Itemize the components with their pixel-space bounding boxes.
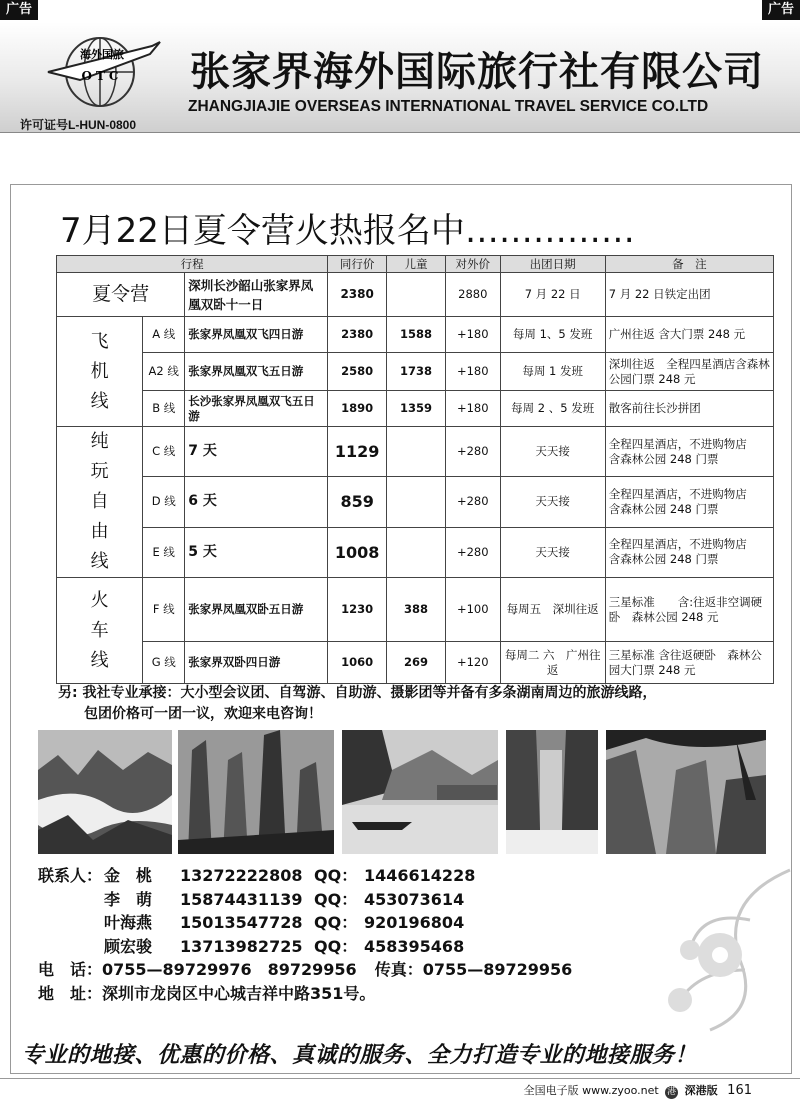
ad-tag-right: 广告 bbox=[762, 0, 800, 20]
public-price: +280 bbox=[445, 527, 500, 577]
address-label: 地 址： bbox=[38, 983, 103, 1003]
table-row bbox=[57, 273, 774, 317]
group-flight-label: 飞机线 bbox=[90, 330, 109, 412]
child-price: 388 bbox=[387, 578, 446, 642]
qq-label: QQ： bbox=[314, 866, 358, 885]
contact-qq: 1446614228 bbox=[364, 866, 476, 885]
remark: 深圳往返 全程四星酒店含森林公园门票 248 元 bbox=[605, 353, 773, 391]
remark: 全程四星酒店，不进购物店 含森林公园 248 门票 bbox=[605, 477, 773, 527]
public-price: +280 bbox=[445, 427, 500, 477]
child-price bbox=[387, 477, 446, 527]
route-table bbox=[56, 255, 774, 684]
ad-tag-left: 广告 bbox=[0, 0, 38, 20]
remark: 7 月 22 日铁定出团 bbox=[605, 273, 773, 317]
line-code: A 线 bbox=[143, 317, 185, 353]
contact-name: 叶海燕 bbox=[104, 913, 153, 932]
route-name: 长沙张家界凤凰双飞五日游 bbox=[185, 391, 328, 427]
peer-price: 2580 bbox=[328, 353, 387, 391]
line-code: C 线 bbox=[143, 427, 185, 477]
extra-services bbox=[58, 683, 656, 725]
line-code: B 线 bbox=[143, 391, 185, 427]
table-row bbox=[57, 642, 774, 684]
route-name: 张家界双卧四日游 bbox=[185, 642, 328, 684]
peer-price: 1008 bbox=[328, 527, 387, 577]
route-name: 5 天 bbox=[185, 527, 328, 577]
remark: 全程四星酒店，不进购物店 含森林公园 248 门票 bbox=[605, 527, 773, 577]
group-flight bbox=[57, 317, 143, 427]
public-price: +180 bbox=[445, 317, 500, 353]
contact-qq: 458395468 bbox=[364, 936, 465, 956]
child-price: 1738 bbox=[387, 353, 446, 391]
depart-date: 每周五 深圳往返 bbox=[500, 578, 605, 642]
depart-date: 天天接 bbox=[500, 427, 605, 477]
route-name: 6 天 bbox=[185, 477, 328, 527]
phone-label: 电 话： bbox=[38, 960, 103, 979]
col-header-note: 备 注 bbox=[605, 256, 773, 273]
qq-label: QQ： bbox=[314, 936, 358, 956]
contact-row bbox=[38, 911, 572, 935]
table-row bbox=[57, 578, 774, 642]
group-free-label: 纯玩自由线 bbox=[90, 431, 109, 572]
depart-date: 天天接 bbox=[500, 477, 605, 527]
footer-badge: 港 bbox=[667, 1087, 677, 1097]
photo-waterfall bbox=[506, 730, 598, 854]
photo-sandstone-peaks bbox=[178, 730, 334, 854]
route-name: 深圳长沙韶山张家界凤凰双卧十一日 bbox=[185, 273, 328, 317]
line-code: D 线 bbox=[143, 477, 185, 527]
contact-phone: 13713982725 bbox=[180, 936, 303, 956]
contact-name: 李 萌 bbox=[104, 889, 153, 909]
peer-price: 2380 bbox=[328, 317, 387, 353]
route-name: 张家界凤凰双飞五日游 bbox=[185, 353, 328, 391]
phone-numbers: 0755—89729976 89729956 bbox=[102, 960, 357, 979]
child-price bbox=[387, 273, 446, 317]
route-name: 张家界凤凰双卧五日游 bbox=[185, 578, 328, 642]
contact-phone: 13272222808 bbox=[180, 866, 303, 885]
peer-price: 859 bbox=[328, 477, 387, 527]
child-price bbox=[387, 527, 446, 577]
public-price: +100 bbox=[445, 578, 500, 642]
col-header-child: 儿童 bbox=[387, 256, 446, 273]
col-header-public: 对外价 bbox=[445, 256, 500, 273]
phone-row bbox=[38, 958, 572, 982]
fax-number: 0755—89729956 bbox=[422, 960, 573, 979]
table-header-row bbox=[57, 256, 774, 273]
contact-label: 联系人： bbox=[38, 866, 103, 885]
company-logo bbox=[40, 32, 165, 112]
peer-price: 1890 bbox=[328, 391, 387, 427]
footer-edition: 全国电子版 www.zyoo.net bbox=[523, 1084, 659, 1097]
peer-price: 1060 bbox=[328, 642, 387, 684]
line-code: E 线 bbox=[143, 527, 185, 577]
col-header-peer: 同行价 bbox=[328, 256, 387, 273]
logo-cn-text: 海外国旅 bbox=[80, 48, 124, 61]
address-row bbox=[38, 982, 572, 1006]
extra-line-1: 另: 我社专业承接：大小型会议团、自驾游、自助游、摄影团等并备有多条湖南周边的旅游线路， bbox=[58, 685, 657, 701]
group-free bbox=[57, 427, 143, 578]
contact-row bbox=[38, 888, 572, 912]
address-value: 深圳市龙岗区中心城吉祥中路351号。 bbox=[102, 983, 376, 1003]
depart-date: 每周 2 、5 发班 bbox=[500, 391, 605, 427]
table-row bbox=[57, 427, 774, 477]
public-price: 2880 bbox=[445, 273, 500, 317]
remark: 三星标准 含往返硬卧 森林公园大门票 248 元 bbox=[605, 642, 773, 684]
peer-price: 2380 bbox=[328, 273, 387, 317]
peer-price: 1129 bbox=[328, 427, 387, 477]
public-price: +280 bbox=[445, 477, 500, 527]
promo-title: 7月22日夏令营火热报名中…………… bbox=[60, 211, 635, 251]
remark: 三星标准 含:往返非空调硬卧 森林公园 248 元 bbox=[605, 578, 773, 642]
route-name: 张家界凤凰双飞四日游 bbox=[185, 317, 328, 353]
remark: 广州往返 含大门票 248 元 bbox=[605, 317, 773, 353]
peer-price: 1230 bbox=[328, 578, 387, 642]
fax-label: 传真： bbox=[374, 960, 423, 979]
child-price: 1359 bbox=[387, 391, 446, 427]
group-summer: 夏令营 bbox=[57, 273, 185, 317]
contact-row bbox=[38, 864, 572, 888]
table-row bbox=[57, 391, 774, 427]
contact-qq: 920196804 bbox=[364, 913, 465, 932]
footer-region: 深港版 bbox=[684, 1084, 718, 1097]
extra-line-2: 包团价格可一团一议，欢迎来电咨询！ bbox=[84, 706, 322, 722]
depart-date: 每周二 六 广州往返 bbox=[500, 642, 605, 684]
group-train-label: 火车线 bbox=[90, 589, 109, 671]
qq-label: QQ： bbox=[314, 913, 358, 932]
depart-date: 7 月 22 日 bbox=[500, 273, 605, 317]
line-code: A2 线 bbox=[143, 353, 185, 391]
contact-name: 金 桃 bbox=[104, 866, 153, 885]
group-train bbox=[57, 578, 143, 684]
child-price: 1588 bbox=[387, 317, 446, 353]
company-name-en: ZHANGJIAJIE OVERSEAS INTERNATIONAL TRAVEL SERVICE CO.LTD bbox=[188, 98, 709, 115]
public-price: +180 bbox=[445, 353, 500, 391]
table-row bbox=[57, 317, 774, 353]
slogan: 专业的地接、优惠的价格、真诚的服务、全力打造专业的地接服务！ bbox=[22, 1043, 698, 1068]
line-code: G 线 bbox=[143, 642, 185, 684]
line-code: F 线 bbox=[143, 578, 185, 642]
public-price: +120 bbox=[445, 642, 500, 684]
public-price: +180 bbox=[445, 391, 500, 427]
table-row bbox=[57, 527, 774, 577]
footer-text bbox=[524, 1082, 752, 1099]
remark: 散客前往长沙拼团 bbox=[605, 391, 773, 427]
table-row bbox=[57, 477, 774, 527]
contact-qq: 453073614 bbox=[364, 889, 465, 909]
contact-phone: 15013547728 bbox=[180, 913, 303, 932]
company-name-cn: 张家界海外国际旅行社有限公司 bbox=[190, 49, 764, 95]
contact-name: 顾宏骏 bbox=[104, 936, 153, 956]
photo-pine-cliffs bbox=[606, 730, 766, 854]
depart-date: 每周 1 发班 bbox=[500, 353, 605, 391]
photo-lake-village bbox=[342, 730, 498, 854]
license-number: 许可证号L-HUN-0800 bbox=[20, 118, 137, 132]
child-price bbox=[387, 427, 446, 477]
contact-phone: 15874431139 bbox=[180, 889, 303, 909]
scenery-photos bbox=[38, 730, 766, 854]
photo-sea-of-clouds bbox=[38, 730, 172, 854]
child-price: 269 bbox=[387, 642, 446, 684]
remark: 全程四星酒店，不进购物店 含森林公园 248 门票 bbox=[605, 427, 773, 477]
col-header-date: 出团日期 bbox=[500, 256, 605, 273]
table-row bbox=[57, 353, 774, 391]
contact-row bbox=[38, 935, 572, 959]
col-header-route: 行程 bbox=[57, 256, 328, 273]
contact-block bbox=[38, 864, 572, 1005]
logo-en-text: OTC bbox=[81, 69, 123, 83]
route-name: 7 天 bbox=[185, 427, 328, 477]
qq-label: QQ： bbox=[314, 889, 358, 909]
page-number: 161 bbox=[727, 1083, 752, 1098]
depart-date: 每周 1、5 发班 bbox=[500, 317, 605, 353]
decorative-flower bbox=[600, 860, 800, 1040]
depart-date: 天天接 bbox=[500, 527, 605, 577]
